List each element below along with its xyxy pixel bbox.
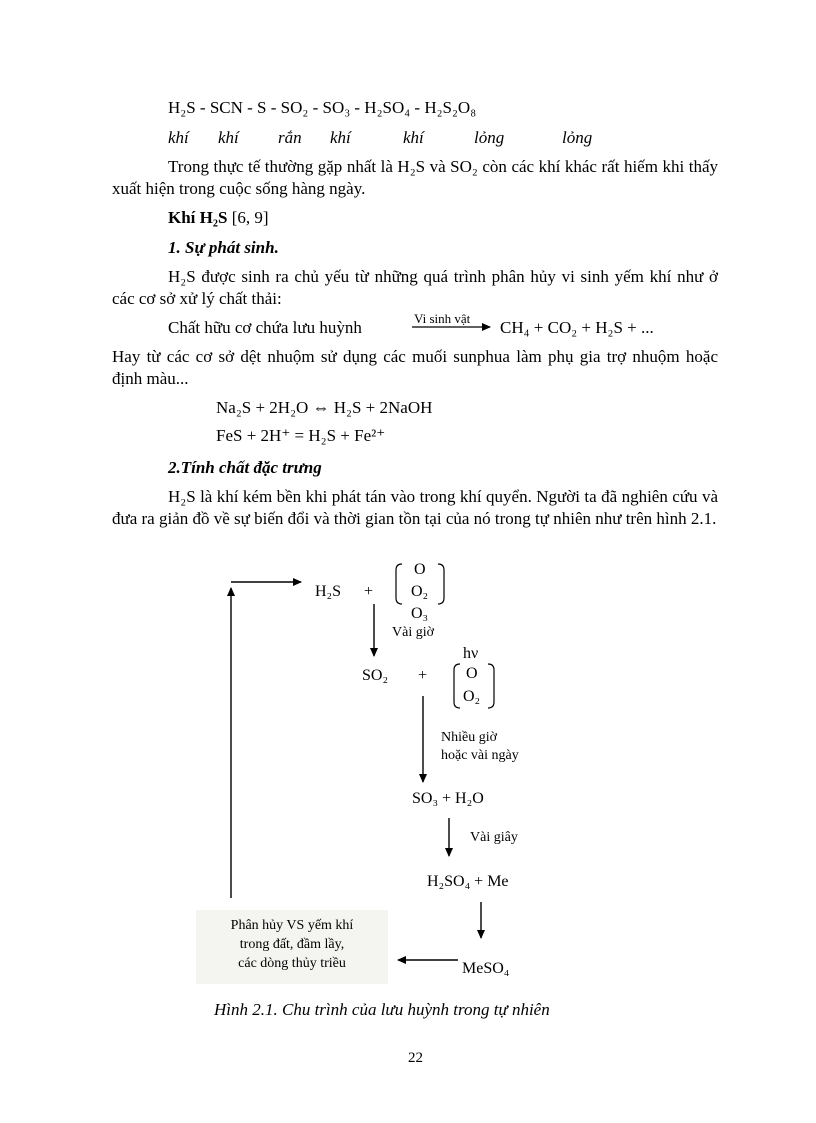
state-label: lỏng xyxy=(474,128,505,147)
diagram-h2so4-me: H₂SO₄ + Me xyxy=(427,873,509,890)
diagram-plus-2: + xyxy=(418,667,428,684)
diagram-so3-h2o: SO₃ + H₂O xyxy=(412,790,484,807)
reaction-1-arrow-label: Vi sinh vật xyxy=(414,311,471,326)
paragraph-intro: Trong thực tế thường gặp nhất là H₂S và SO₂ còn các khí khác rất hiếm khi thấy xuất hiện trong cuộc sống hàng ngày. xyxy=(112,157,718,198)
reaction-2: Na₂S + 2H₂O ⇔ H₂S + 2NaOH xyxy=(216,398,433,417)
reaction-1-left: Chất hữu cơ chứa lưu huỳnh xyxy=(168,318,362,337)
step1-time: Vài giờ xyxy=(392,625,435,640)
oxidant-2-o2: O₂ xyxy=(463,688,481,705)
decomposition-line-2: trong đất, đầm lầy, xyxy=(239,937,345,952)
step2-time-1: Nhiều giờ xyxy=(441,730,498,745)
step2-time-2: hoặc vài ngày xyxy=(441,748,519,763)
state-label: khí xyxy=(168,128,189,147)
step3-time: Vài giây xyxy=(470,830,518,845)
state-label: khí xyxy=(218,128,239,147)
formula-line: H₂S - SCN - S - SO₂ - SO₃ - H₂SO₄ - H₂S₂O₈ xyxy=(168,98,477,117)
oxidant-o3: O₃ xyxy=(411,605,429,622)
decomposition-line-1: Phân hủy VS yếm khí xyxy=(230,918,354,933)
diagram-plus-1: + xyxy=(364,583,374,600)
diagram-meso4: MeSO₄ xyxy=(462,960,510,977)
bracket-right-2 xyxy=(488,664,494,708)
section-2-title: 2.Tính chất đặc trưng xyxy=(168,458,322,477)
reaction-3: FeS + 2H⁺ = H₂S + Fe²⁺ xyxy=(216,426,386,445)
bracket-left-2 xyxy=(454,664,460,708)
reaction-1-right: CH₄ + CO₂ + H₂S + ... xyxy=(500,318,654,337)
decomposition-line-3: các dòng thủy triều xyxy=(238,956,346,971)
section-1-title: 1. Sự phát sinh. xyxy=(168,238,279,257)
diagram-h2s: H₂S xyxy=(315,583,342,600)
oxidant-o2: O₂ xyxy=(411,583,429,600)
paragraph-origin: H₂S được sinh ra chủ yếu từ những quá trình phân hủy vi sinh yếm khí như ở các cơ sở xử lý chất thải: xyxy=(112,267,718,308)
state-label: khí xyxy=(330,128,351,147)
bracket-right-1 xyxy=(438,564,444,604)
state-label: khí xyxy=(403,128,424,147)
bracket-left-1 xyxy=(396,564,402,604)
oxidant-o: O xyxy=(414,561,426,578)
diagram-so2: SO₂ xyxy=(362,667,389,684)
state-label: rắn xyxy=(278,128,302,147)
heading-gas-text: Khí H₂S xyxy=(168,208,228,227)
paragraph-textile: Hay từ các cơ sở dệt nhuộm sử dụng các muối sunphua làm phụ gia trợ nhuộm hoặc định màu... xyxy=(112,347,718,388)
heading-gas-ref: [6, 9] xyxy=(231,208,269,227)
oxidant-2-o: O xyxy=(466,665,478,682)
state-label: lỏng xyxy=(562,128,593,147)
page-number: 22 xyxy=(408,1050,423,1066)
diagram-hv: hν xyxy=(463,645,479,662)
figure-caption: Hình 2.1. Chu trình của lưu huỳnh trong tự nhiên xyxy=(214,1000,550,1019)
paragraph-properties: H₂S là khí kém bền khi phát tán vào trong khí quyển. Người ta đã nghiên cứu và đưa ra giản đồ về sự biến đổi và thời gian tồn tại của nó trong tự nhiên như trên hình 2.1. xyxy=(112,487,718,528)
